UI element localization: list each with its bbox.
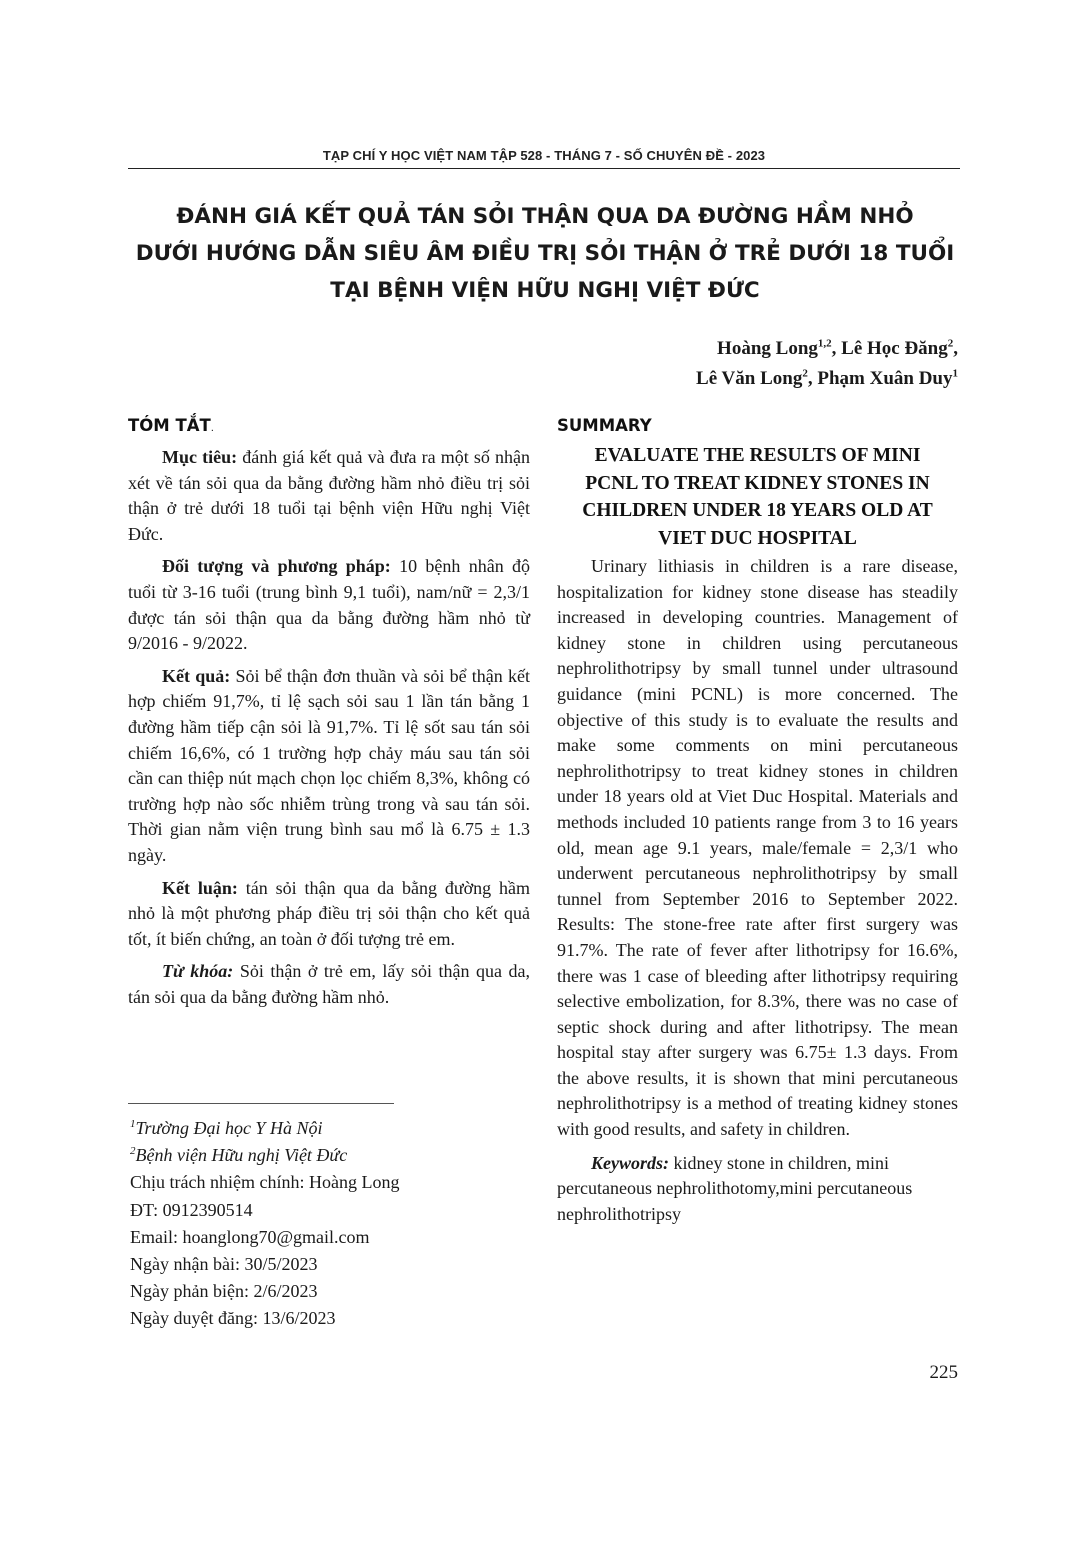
summary-heading: SUMMARY [557, 416, 652, 435]
author-affiliation-mark: 1 [952, 367, 958, 380]
keywords-paragraph [128, 959, 530, 1010]
affiliation-text: Trường Đại học Y Hà Nội [135, 1118, 323, 1138]
objective-paragraph [128, 445, 530, 547]
affiliation-mark: 1 [130, 1118, 136, 1130]
page-number: 225 [929, 1362, 958, 1383]
author-separator: , [831, 338, 842, 359]
author-name: Lê Văn Long [696, 368, 803, 389]
results-text: Sỏi bể thận đơn thuần và sỏi bể thận kết hợp chiếm 91,7%, tỉ lệ sạch sỏi sau 1 lần tán bằng 1 đường hầm tiếp cận sỏi là 91,7%. Tỉ lệ sốt sau tán sỏi chiếm 16,6%, có 1 trường hợp chảy máu sau tán sỏi cần can thiệp nút mạch chọn lọc chiếm 8,3%, không có trường hợp nào sốc nhiễm trùng trong và sau tán sỏi. Thời gian nằm viện trung bình sau mổ là 6.75 ± 1.3 ngày. [128, 665, 531, 865]
results-paragraph [128, 664, 530, 869]
author-affiliation-mark: 2 [802, 367, 808, 380]
conclusion-label: Kết luận: [162, 877, 238, 898]
author-name: Lê Học Đăng [841, 338, 948, 359]
conclusion-text: tán sỏi thận qua da bằng đường hầm nhỏ là một phương pháp điều trị sỏi thận cho kết quả tốt, ít biến chứng, an toàn ở đối tượng trẻ em. [128, 877, 530, 949]
keywords-label: Từ khóa: [162, 961, 234, 982]
abstract-heading [128, 416, 530, 435]
objective-label: Mục tiêu: [162, 447, 238, 467]
contact-phone: ĐT: 0912390514 [130, 1199, 253, 1220]
article-title [100, 198, 990, 309]
summary-keywords-label: Keywords: [591, 1152, 669, 1173]
methods-text: 10 bệnh nhân độ tuổi từ 3-16 tuổi (trung bình 9,1 tuổi), nam/nữ = 2,3/1 được tán sỏi thận qua da bằng đường hầm nhỏ từ 9/2016 - 9/2022. [128, 556, 530, 654]
summary-title-line: CHILDREN UNDER 18 YEARS OLD AT [582, 500, 933, 521]
affiliation-2 [130, 1142, 530, 1169]
abstract-heading-dot: . [210, 423, 214, 434]
title-line: ĐÁNH GIÁ KẾT QUẢ TÁN SỎI THẬN QUA DA ĐƯỜNG HẦM NHỎ [176, 204, 914, 229]
keywords-text: Sỏi thận ở trẻ em, lấy sỏi thận qua da, tán sỏi qua da bằng đường hầm nhỏ. [128, 961, 530, 1007]
abstract-vietnamese [128, 416, 530, 1017]
author-list [358, 334, 958, 394]
methods-paragraph [128, 554, 530, 656]
summary-title-line: EVALUATE THE RESULTS OF MINI [594, 445, 921, 466]
date-accepted: Ngày duyệt đăng: 13/6/2023 [130, 1308, 336, 1329]
summary-title [557, 442, 958, 552]
title-line: TẠI BỆNH VIỆN HỮU NGHỊ VIỆT ĐỨC [330, 278, 760, 303]
affiliation-1 [130, 1115, 530, 1142]
author-line [358, 364, 958, 394]
affiliation-text: Bệnh viện Hữu nghị Việt Đức [135, 1145, 348, 1166]
date-received: Ngày nhận bài: 30/5/2023 [130, 1254, 318, 1275]
title-line: DƯỚI HƯỚNG DẪN SIÊU ÂM ĐIỀU TRỊ SỎI THẬN Ở TRẺ DƯỚI 18 TUỔI [135, 241, 955, 266]
author-affiliation-mark: 2 [947, 337, 954, 350]
author-separator: , [953, 338, 958, 359]
journal-header: TẠP CHÍ Y HỌC VIỆT NAM TẬP 528 - THÁNG 7 - SỐ CHUYÊN ĐỀ - 2023 [322, 148, 766, 163]
objective-text: đánh giá kết quả và đưa ra một số nhận xét về tán sỏi qua da bằng đường hầm nhỏ điều trị sỏi thận ở trẻ dưới 18 tuổi tại bệnh viện Hữu nghị Việt Đức. [128, 447, 530, 544]
author-line [358, 334, 958, 364]
results-label: Kết quả: [162, 665, 231, 686]
contact-email: Email: hoanglong70@gmail.com [130, 1226, 370, 1247]
summary-english [557, 416, 958, 1227]
footnotes [130, 1115, 530, 1333]
summary-body: Urinary lithiasis in children is a rare disease, hospitalization for kidney stone disease has steadily increased in developing countries. Management of kidney stone in children using percutaneous nephrolithotripsy by small tunnel under ultrasound guidance (mini PCNL) is more concerned. The objective of this study is to evaluate the results and make some comments on mini percutaneous nephrolithotripsy to treat kidney stones in children under 18 years old at Viet Duc Hospital. Materials and methods included 10 patients range from 3 to 16 years old, mean age 9.1 years, male/female = 2,3/1 who underwent percutaneous nephrolithotripsy by small tunnel from September 2016 to September 2022. Results: The stone-free rate after first surgery was 91.7%. The rate of fever after lithotripsy for 16.6%, there was 1 case of bleeding after lithotripsy requiring selective embolization, for 8.3%, there was no case of septic shock during and after lithotripsy. The mean hospital stay after surgery was 6.75± 1.3 days. From the above results, it is shown that mini percutaneous nephrolithotripsy is a method of treating kidney stones with good results, and safety in children. [557, 556, 958, 1140]
responsible-author: Chịu trách nhiệm chính: Hoàng Long [130, 1172, 400, 1193]
header-rule [128, 168, 960, 169]
footnote-rule [128, 1103, 394, 1104]
date-reviewed: Ngày phản biện: 2/6/2023 [130, 1281, 318, 1302]
summary-keywords [557, 1151, 958, 1228]
summary-keywords-text: kidney stone in children, mini percutaneous nephrolithotomy,mini percutaneous nephrolithotripsy [557, 1152, 913, 1224]
abstract-heading-text: TÓM TẮT [128, 416, 211, 435]
affiliation-mark: 2 [130, 1145, 136, 1158]
author-separator: , [807, 368, 818, 389]
author-name: Hoàng Long [717, 338, 818, 359]
summary-title-line: VIET DUC HOSPITAL [658, 527, 857, 549]
methods-label: Đối tượng và phương pháp: [162, 556, 391, 577]
author-name: Phạm Xuân Duy [817, 368, 953, 389]
author-affiliation-mark: 1,2 [817, 337, 832, 350]
conclusion-paragraph [128, 876, 530, 953]
summary-title-line: PCNL TO TREAT KIDNEY STONES IN [585, 472, 930, 494]
